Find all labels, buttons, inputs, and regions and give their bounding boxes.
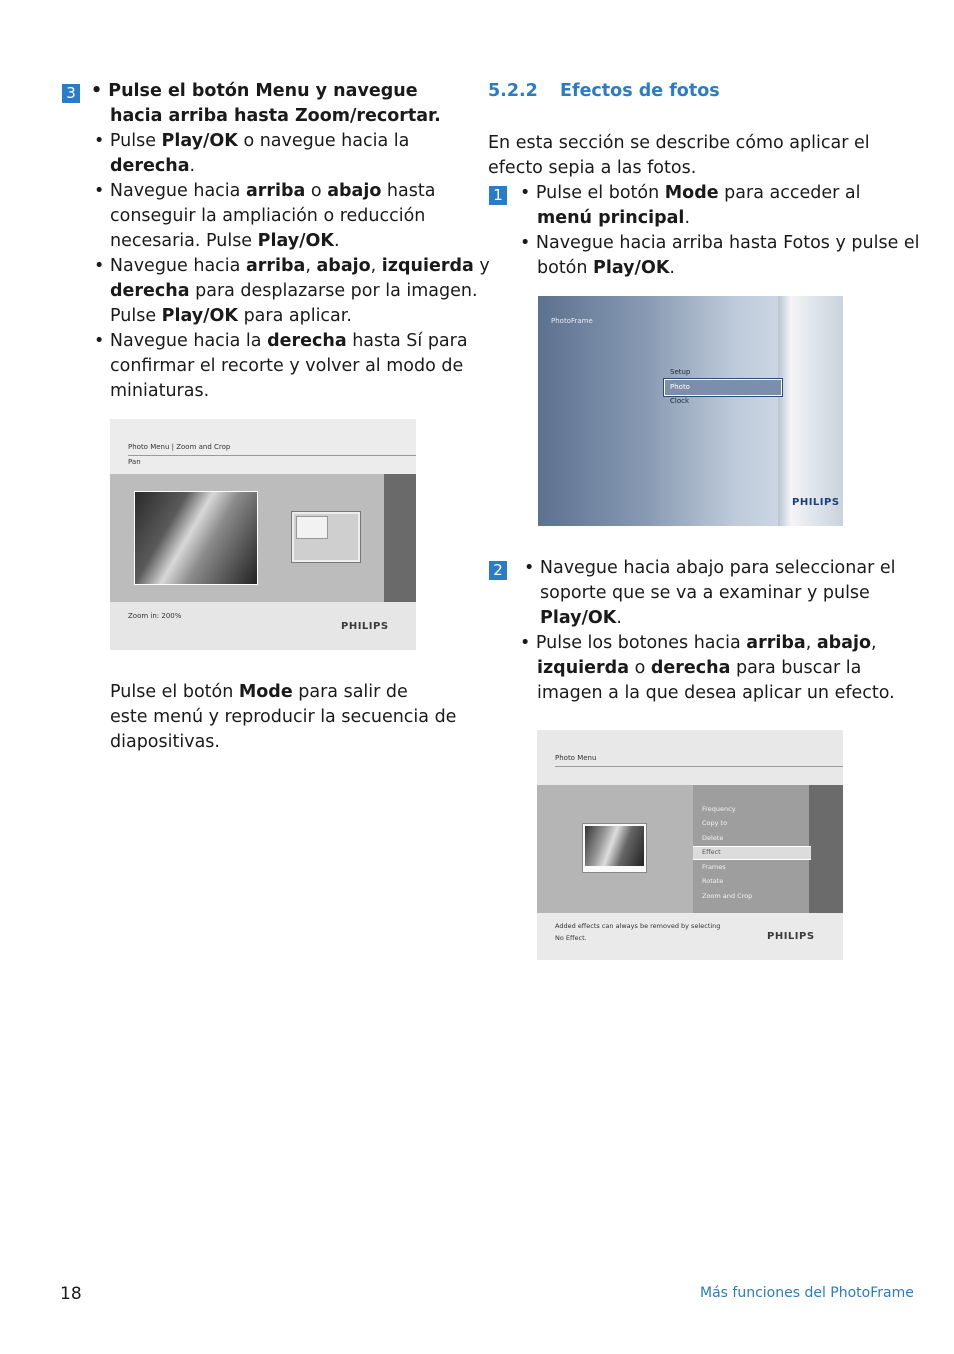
bullet-pan-line2: derecha para desplazarse por la imagen. [110, 281, 478, 301]
side-panel [778, 296, 843, 526]
step1-bullet-a-line2: menú principal. [537, 208, 691, 228]
menu-item-frequency: Frequency [702, 805, 736, 813]
closing-line1: Pulse el botón Mode para salir de [110, 682, 408, 702]
step3-line1: • Pulse el botón Menu y navegue [91, 81, 418, 101]
footer-section-title: Más funciones del PhotoFrame [700, 1285, 914, 1301]
screen-title: PhotoFrame [551, 317, 593, 325]
step2-bullet-a-line3: Play/OK. [540, 608, 622, 628]
zoom-crop-screenshot [110, 419, 416, 650]
closing-line2: este menú y reproducir la secuencia de [110, 707, 457, 727]
header-divider [555, 766, 843, 767]
menu-item-frames: Frames [702, 863, 726, 871]
step1-bullet-a: • Pulse el botón Mode para acceder al [520, 183, 861, 203]
screen-title: Photo Menu [555, 754, 597, 762]
bullet-confirm-line2: confirmar el recorte y volver al modo de [110, 356, 464, 376]
step-number-2: 2 [489, 561, 507, 580]
photo-menu-effect-screenshot [537, 730, 843, 960]
header-divider [128, 455, 416, 456]
philips-logo: PHILIPS [792, 497, 840, 508]
closing-line3: diapositivas. [110, 732, 220, 752]
step-number-3: 3 [62, 84, 80, 103]
crop-selection [296, 516, 328, 539]
menu-item-setup: Setup [670, 368, 691, 376]
philips-logo: PHILIPS [767, 931, 815, 942]
page-number: 18 [60, 1284, 82, 1304]
philips-logo: PHILIPS [341, 621, 389, 632]
step3-line2: hacia arriba hasta Zoom/recortar. [110, 106, 441, 126]
bullet-zoom: • Navegue hacia arriba o abajo hasta [94, 181, 436, 201]
bullet-pan: • Navegue hacia arriba, abajo, izquierda y [94, 256, 490, 276]
photoframe-menu-screenshot [538, 296, 843, 526]
effect-note-line2: No Effect. [555, 934, 587, 942]
menu-item-rotate: Rotate [702, 877, 724, 885]
bullet-zoom-line3: necesaria. Pulse Play/OK. [110, 231, 340, 251]
portrait-photo [134, 491, 258, 585]
step1-bullet-b: • Navegue hacia arriba hasta Fotos y pulse el [520, 233, 920, 253]
zoom-level: Zoom in: 200% [128, 612, 182, 620]
menu-item-delete: Delete [702, 834, 724, 842]
section-heading-title: Efectos de fotos [560, 81, 720, 101]
bullet-zoom-line2: conseguir la ampliación o reducción [110, 206, 426, 226]
step-number-1: 1 [489, 186, 507, 205]
bullet-confirm: • Navegue hacia la derecha hasta Sí para [94, 331, 468, 351]
menu-item-copy-to: Copy to [702, 819, 728, 827]
step2-bullet-a: • Navegue hacia abajo para seleccionar el [524, 558, 896, 578]
bullet-confirm-line3: miniaturas. [110, 381, 210, 401]
bullet-play-ok: • Pulse Play/OK o navegue hacia la [94, 131, 410, 151]
step2-bullet-b: • Pulse los botones hacia arriba, abajo, [520, 633, 877, 653]
menu-item-photo: Photo [670, 383, 690, 391]
bullet-play-ok-line2: derecha. [110, 156, 196, 176]
photo-thumbnail [585, 826, 644, 866]
side-panel [384, 474, 416, 622]
intro-line2: efecto sepia a las fotos. [488, 158, 697, 178]
menu-item-zoom-crop: Zoom and Crop [702, 892, 753, 900]
bullet-pan-line3: Pulse Play/OK para aplicar. [110, 306, 352, 326]
step1-bullet-b-line2: botón Play/OK. [537, 258, 675, 278]
step2-bullet-b-line3: imagen a la que desea aplicar un efecto. [537, 683, 895, 703]
side-panel [809, 785, 843, 913]
menu-item-effect: Effect [702, 848, 721, 856]
section-heading-number: 5.2.2 [488, 81, 538, 101]
menu-item-clock: Clock [670, 397, 690, 405]
step2-bullet-a-line2: soporte que se va a examinar y pulse [540, 583, 870, 603]
screen-subtitle: Pan [128, 458, 141, 466]
intro-line1: En esta sección se describe cómo aplicar el [488, 133, 870, 153]
effect-note-line1: Added effects can always be removed by selecting [555, 922, 721, 930]
step2-bullet-b-line2: izquierda o derecha para buscar la [537, 658, 862, 678]
screen-title: Photo Menu | Zoom and Crop [128, 443, 231, 451]
